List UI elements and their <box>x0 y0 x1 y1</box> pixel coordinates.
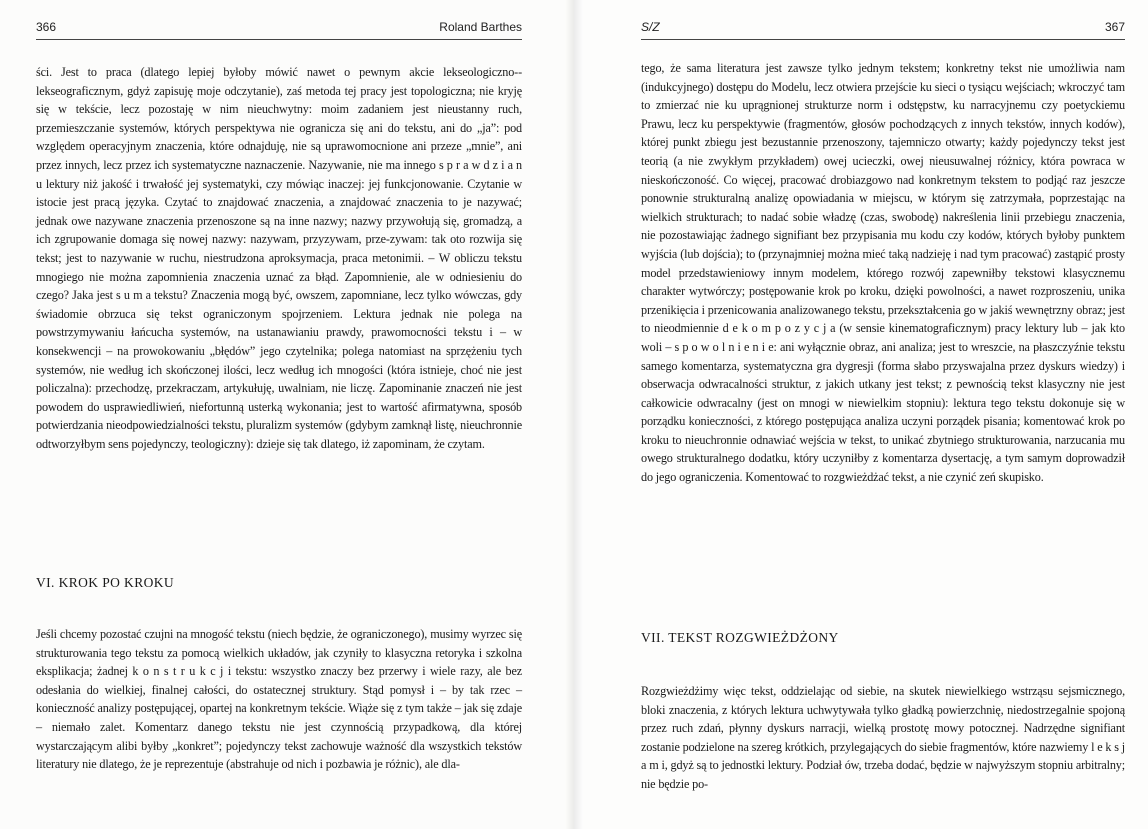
left-header-rule <box>36 39 522 40</box>
right-header-rule <box>641 39 1125 40</box>
right-paragraph-1: tego, że sama literatura jest zawsze tylko jednym tekstem; konkretny tekst nie umożliwia nam (indukcyjnego) dostępu do Modelu, lecz otwiera przejście ku sieci o tysiącu wejściach; wkroczyć tam to zmierzać nie ku uprągnionej strukturze norm i odstępstw, ku narracyjnemu czy poetyckiemu Prawu, lecz ku perspektywie (fragmentów, głosów pochodzących z innych tekstów, innych kodów), której punkt zbiegu jest bezustannie przenoszony, tajemniczo otwarty; każdy pojedynczy tekst jest teorią (a nie zwykłym przykładem) owej ucieczki, owej nieusuwalnej różnicy, która powraca w nieskończoność. Co więcej, pracować drobiazgowo nad konkretnym tekstem to podjąć raz jeszcze ponownie strukturalną analizę opowiadania w miejscu, w którym się zatrzymała, poprzestając na wielkich strukturach; to nadać sobie władzę (czas, swobodę) nakreślenia linii przebiegu znaczenia, nie pozostawiając żadnego signifiant bez przypisania mu kodu czy kodów, których byłoby punktem wyjścia (lub dojścia); to (przynajmniej można mieć taką nadzieję i nad tym pracować) zastąpić prosty model przedstawieniowy innym modelem, którego rozwój zapewniłby tekstowi klasycznemu charakter wytwórczy; postępowanie krok po kroku, dzięki powolności, a nawet rozproszeniu, unika przenikięcia i przenicowania analizowanego tekstu, przekształcenia go w jakiś wewnętrzny obraz; jest to nieodmiennie d e k o m p o z y c j a (w sensie kinematograficznym) pracy lektury lub – jak kto woli – s p o w o l n i e n i e: ani wyłącznie obraz, ani analiza; jest to wreszcie, na płaszczyźnie tekstu samego komentarza, systematyczna gra dygresji (forma słabo przyswajalna przez dyskurs wiedzy) i obserwacja odwracalności struktur, z jakich utkany jest tekst; z pewnością tekst klasyczny nie jest całkowicie odwracalny (jest on mnogi w niewielkim stopniu): lektura tego tekstu dokonuje się w porządku konieczności, z którego postępująca analiza uczyni porządek pisania; komentować krok po kroku to nieuchronnie odnawiać wejścia w tekst, to unikać zbytniego strukturowania, narzucania mu owego strukturalnego dodatku, który uczyniłby z komentarza dysertację, a tym samym doprowadził do jego ograniczenia. Komentować to rozgwieżdżać tekst, a nie czynić zeń skupisko. <box>641 61 1125 485</box>
left-page-number: 366 <box>36 20 57 34</box>
right-section-heading: VII. TEKST ROZGWIEŻDŻONY <box>641 630 839 645</box>
book-gutter <box>565 0 583 829</box>
left-section-heading: VI. KROK PO KROKU <box>36 575 175 590</box>
right-page-header <box>641 20 1125 36</box>
left-page-header <box>36 20 522 36</box>
left-paragraph-1: ści. Jest to praca (dlatego lepiej byłoby mówić nawet o pewnym akcie lekseologiczno--lekseograficznym, gdyż zapisuję moje odczytanie), zaś metoda tej pracy jest topologiczna; nie kryję się w tekście, lecz pozostaję w nim nieuchwytny: moim zadaniem jest nieustanny ruch, przemieszczanie systemów, których perspektywa nie ogranicza się ani do tekstu, ani do „ja”: pod względem operacyjnym znaczenia, które odnajduję, nie są uprawomocnione ani przeze „mnie”, ani przez innych, lecz przez ich systematyczne naznaczenie. Nazywanie, nie ma innego s p r a w d z i a n u lektury niż jakość i trwałość jej systematyki, czy mówiąc inaczej: jej funkcjonowanie. Czytanie w istocie jest pracą języka. Czytać to znajdować znaczenia, a znajdować znaczenia to je nazywać; jednak owe nazywane znaczenia przenoszone są na inne nazwy; nazwy przywołują się, gromadzą, a ich zgrupowanie domaga się nowej nazwy: nazywam, przyzywam, prze-zywam: tak oto rozwija się tekst; jest to nazywanie w ruchu, niestrudzona aproksymacja, praca metonimii. – W obliczu tekstu mnogiego nie można zapomnienia znaczenia uznać za błąd. Zapomnienie, ale w odniesieniu do czego? Jaka jest s u m a tekstu? Znaczenia mogą być, owszem, zapomniane, lecz tylko wówczas, gdy świadomie obrzuca się tekst ograniczonym spojrzeniem. Lektura jednak nie polega na powstrzymywaniu łańcucha systemów, na ustanawianiu prawdy, prawomocności tekstu i – w konsekwencji – na prowokowaniu „błędów” jego czytelnika; polega natomiast na sprzężeniu tych systemów, nie według ich skończonej ilości, lecz według ich mnogości (która istnieje, choć nie jest policzalna): przechodzę, przekraczam, artykułuję, uwalniam, nie liczę. Zapominanie znaczeń nie jest powodem do usprawiedliwień, niefortunną usterką wykonania; jest to wartość afirmatywna, sposób potwierdzania nieodpowiedzialności tekstu, pluralizm systemów (gdybym zamknął listę, nieuchronnie odtworzyłbym sens pojedynczy, teologiczny): dzieje się tak dlatego, iż zapominam, że czytam. <box>36 65 522 451</box>
left-running-head: Roland Barthes <box>439 20 522 34</box>
right-page-number: 367 <box>1104 20 1125 34</box>
left-paragraph-2: Jeśli chcemy pozostać czujni na mnogość tekstu (niech będzie, że ograniczonego), musimy wyrzec się strukturowania tego tekstu za pomocą wielkich układów, jak czyniły to klasyczna retoryka i szkolna eksplikacja; żadnej k o n s t r u k c j i tekstu: wszystko znaczy bez przerwy i wiele razy, ale bez odesłania do wielkiej, finalnej całości, do ostatecznej struktury. Stąd pomysł i – by tak rzec – konieczność analizy postępującej, opartej na konkretnym tekście. Wiąże się z tym także – jak się zdaje – niemało zalet. Komentarz danego tekstu nie jest czynnością przypadkową, dla której wystarczającym alibi byłby „konkret”; pojedynczy tekst zachowuje ważność dla wszystkich tekstów literatury nie dlatego, że je reprezentuje (abstrahuje od nich i pozbawia je różnic), ale dla- <box>36 627 522 772</box>
right-running-head: S/Z <box>641 20 660 34</box>
right-paragraph-2: Rozgwieżdżimy więc tekst, oddzielając od siebie, na skutek niewielkiego wstrząsu sejsmicznego, bloki znaczenia, z których lektura uchwytywała tylko gładką powierzchnię, niedostrzegalnie spojoną przez ruch zdań, płynny dyskurs narracji, wielką prostotę mowy potocznej. Nadrzędne signifiant zostanie podzielone na szereg krótkich, przylegających do siebie fragmentów, które nazwiemy l e k s j a m i, gdyż są to jednostki lektury. Podział ów, trzeba dodać, będzie w najwyższym stopniu arbitralny; nie będzie po- <box>641 684 1125 791</box>
right-page <box>574 0 1148 829</box>
